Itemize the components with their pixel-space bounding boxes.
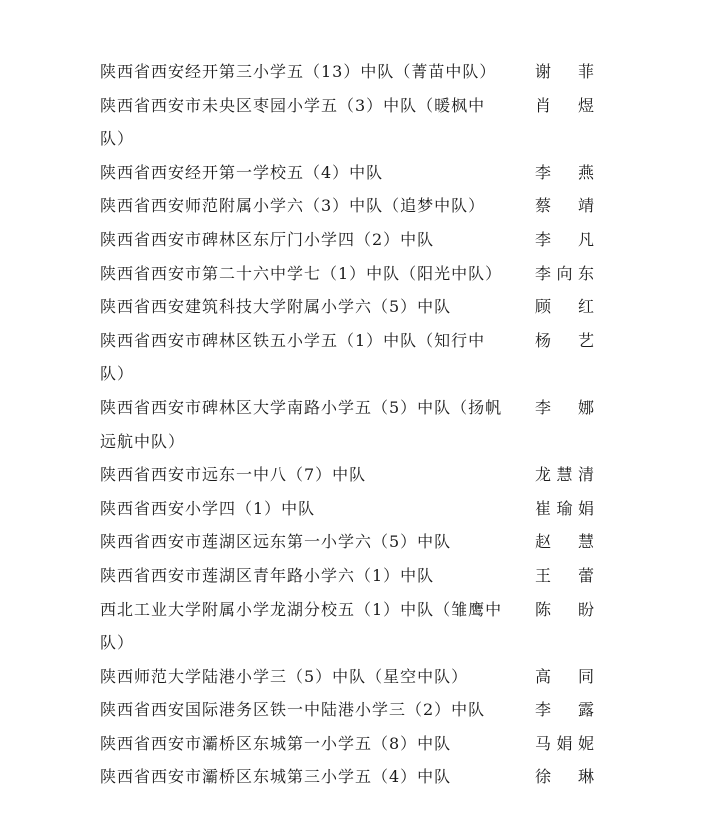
unit-name: 陕西省西安建筑科技大学附属小学六（5）中队: [100, 297, 452, 317]
unit-name: 陕西省西安市未央区枣园小学五（3）中队（暖枫中队）: [100, 95, 486, 149]
unit-name: 西北工业大学附属小学龙湖分校五（1）中队（雏鹰中队）: [100, 599, 503, 653]
unit-name: 陕西省西安经开第三小学五（13）中队（菁苗中队）: [100, 62, 497, 81]
list-item: [100, 223, 600, 257]
list-item: [100, 156, 600, 190]
list-item: [100, 760, 600, 794]
person-name: 高 同: [535, 666, 595, 686]
unit-name: 陕西省西安市灞桥区东城第一小学五（8）中队: [100, 733, 452, 753]
unit-name: 陕西师范大学陆港小学三（5）中队（星空中队）: [100, 666, 469, 686]
person-name: 肖 煜: [535, 95, 595, 115]
list-item: [100, 324, 600, 391]
person-name: 陈 盼: [535, 599, 595, 619]
unit-name: 陕西省西安市莲湖区青年路小学六（1）中队: [100, 565, 435, 585]
person-name: 李 燕: [535, 162, 595, 182]
person-name: 李向东: [535, 263, 595, 283]
person-name: 王 蕾: [535, 565, 595, 585]
person-name: 顾 红: [535, 297, 595, 317]
list-item: [100, 693, 600, 727]
unit-name: 陕西省西安市远东一中八（7）中队: [100, 465, 367, 485]
person-name: 龙慧清: [535, 465, 595, 485]
unit-name: 陕西省西安小学四（1）中队: [100, 498, 316, 518]
person-name: 赵 慧: [535, 532, 595, 552]
unit-name: 陕西省西安经开第一学校五（4）中队: [100, 162, 384, 182]
list-item: [100, 189, 600, 223]
honor-list: [100, 55, 600, 794]
unit-name: 陕西省西安师范附属小学六（3）中队（追梦中队）: [100, 196, 486, 216]
list-item: [100, 559, 600, 593]
unit-name: 陕西省西安市碑林区大学南路小学五（5）中队（扬帆远航中队）: [100, 397, 503, 451]
list-item: [100, 593, 600, 660]
person-name: 杨 艺: [535, 330, 595, 350]
person-name: 李 露: [535, 700, 595, 720]
person-name: 蔡 靖: [535, 196, 595, 216]
person-name: 马娟妮: [535, 733, 595, 753]
unit-name: 陕西省西安市碑林区东厅门小学四（2）中队: [100, 229, 435, 249]
person-name: 徐 琳: [535, 767, 595, 787]
person-name: 李 娜: [535, 397, 595, 417]
list-item: [100, 391, 600, 458]
list-item: [100, 290, 600, 324]
person-name: 李 凡: [535, 229, 595, 249]
unit-name: 陕西省西安市第二十六中学七（1）中队（阳光中队）: [100, 263, 503, 283]
list-item: [100, 727, 600, 761]
unit-name: 陕西省西安市灞桥区东城第三小学五（4）中队: [100, 767, 452, 787]
list-item: [100, 492, 600, 526]
list-item: [100, 458, 600, 492]
unit-name: 陕西省西安市碑林区铁五小学五（1）中队（知行中队）: [100, 330, 486, 384]
list-item: [100, 660, 600, 694]
list-item: [100, 257, 600, 291]
person-name: 谢 菲: [535, 62, 595, 81]
list-item: [100, 89, 600, 156]
list-item: [100, 55, 600, 89]
unit-name: 陕西省西安市莲湖区远东第一小学六（5）中队: [100, 532, 452, 552]
unit-name: 陕西省西安国际港务区铁一中陆港小学三（2）中队: [100, 700, 486, 720]
list-item: [100, 525, 600, 559]
person-name: 崔瑜娟: [535, 498, 595, 518]
